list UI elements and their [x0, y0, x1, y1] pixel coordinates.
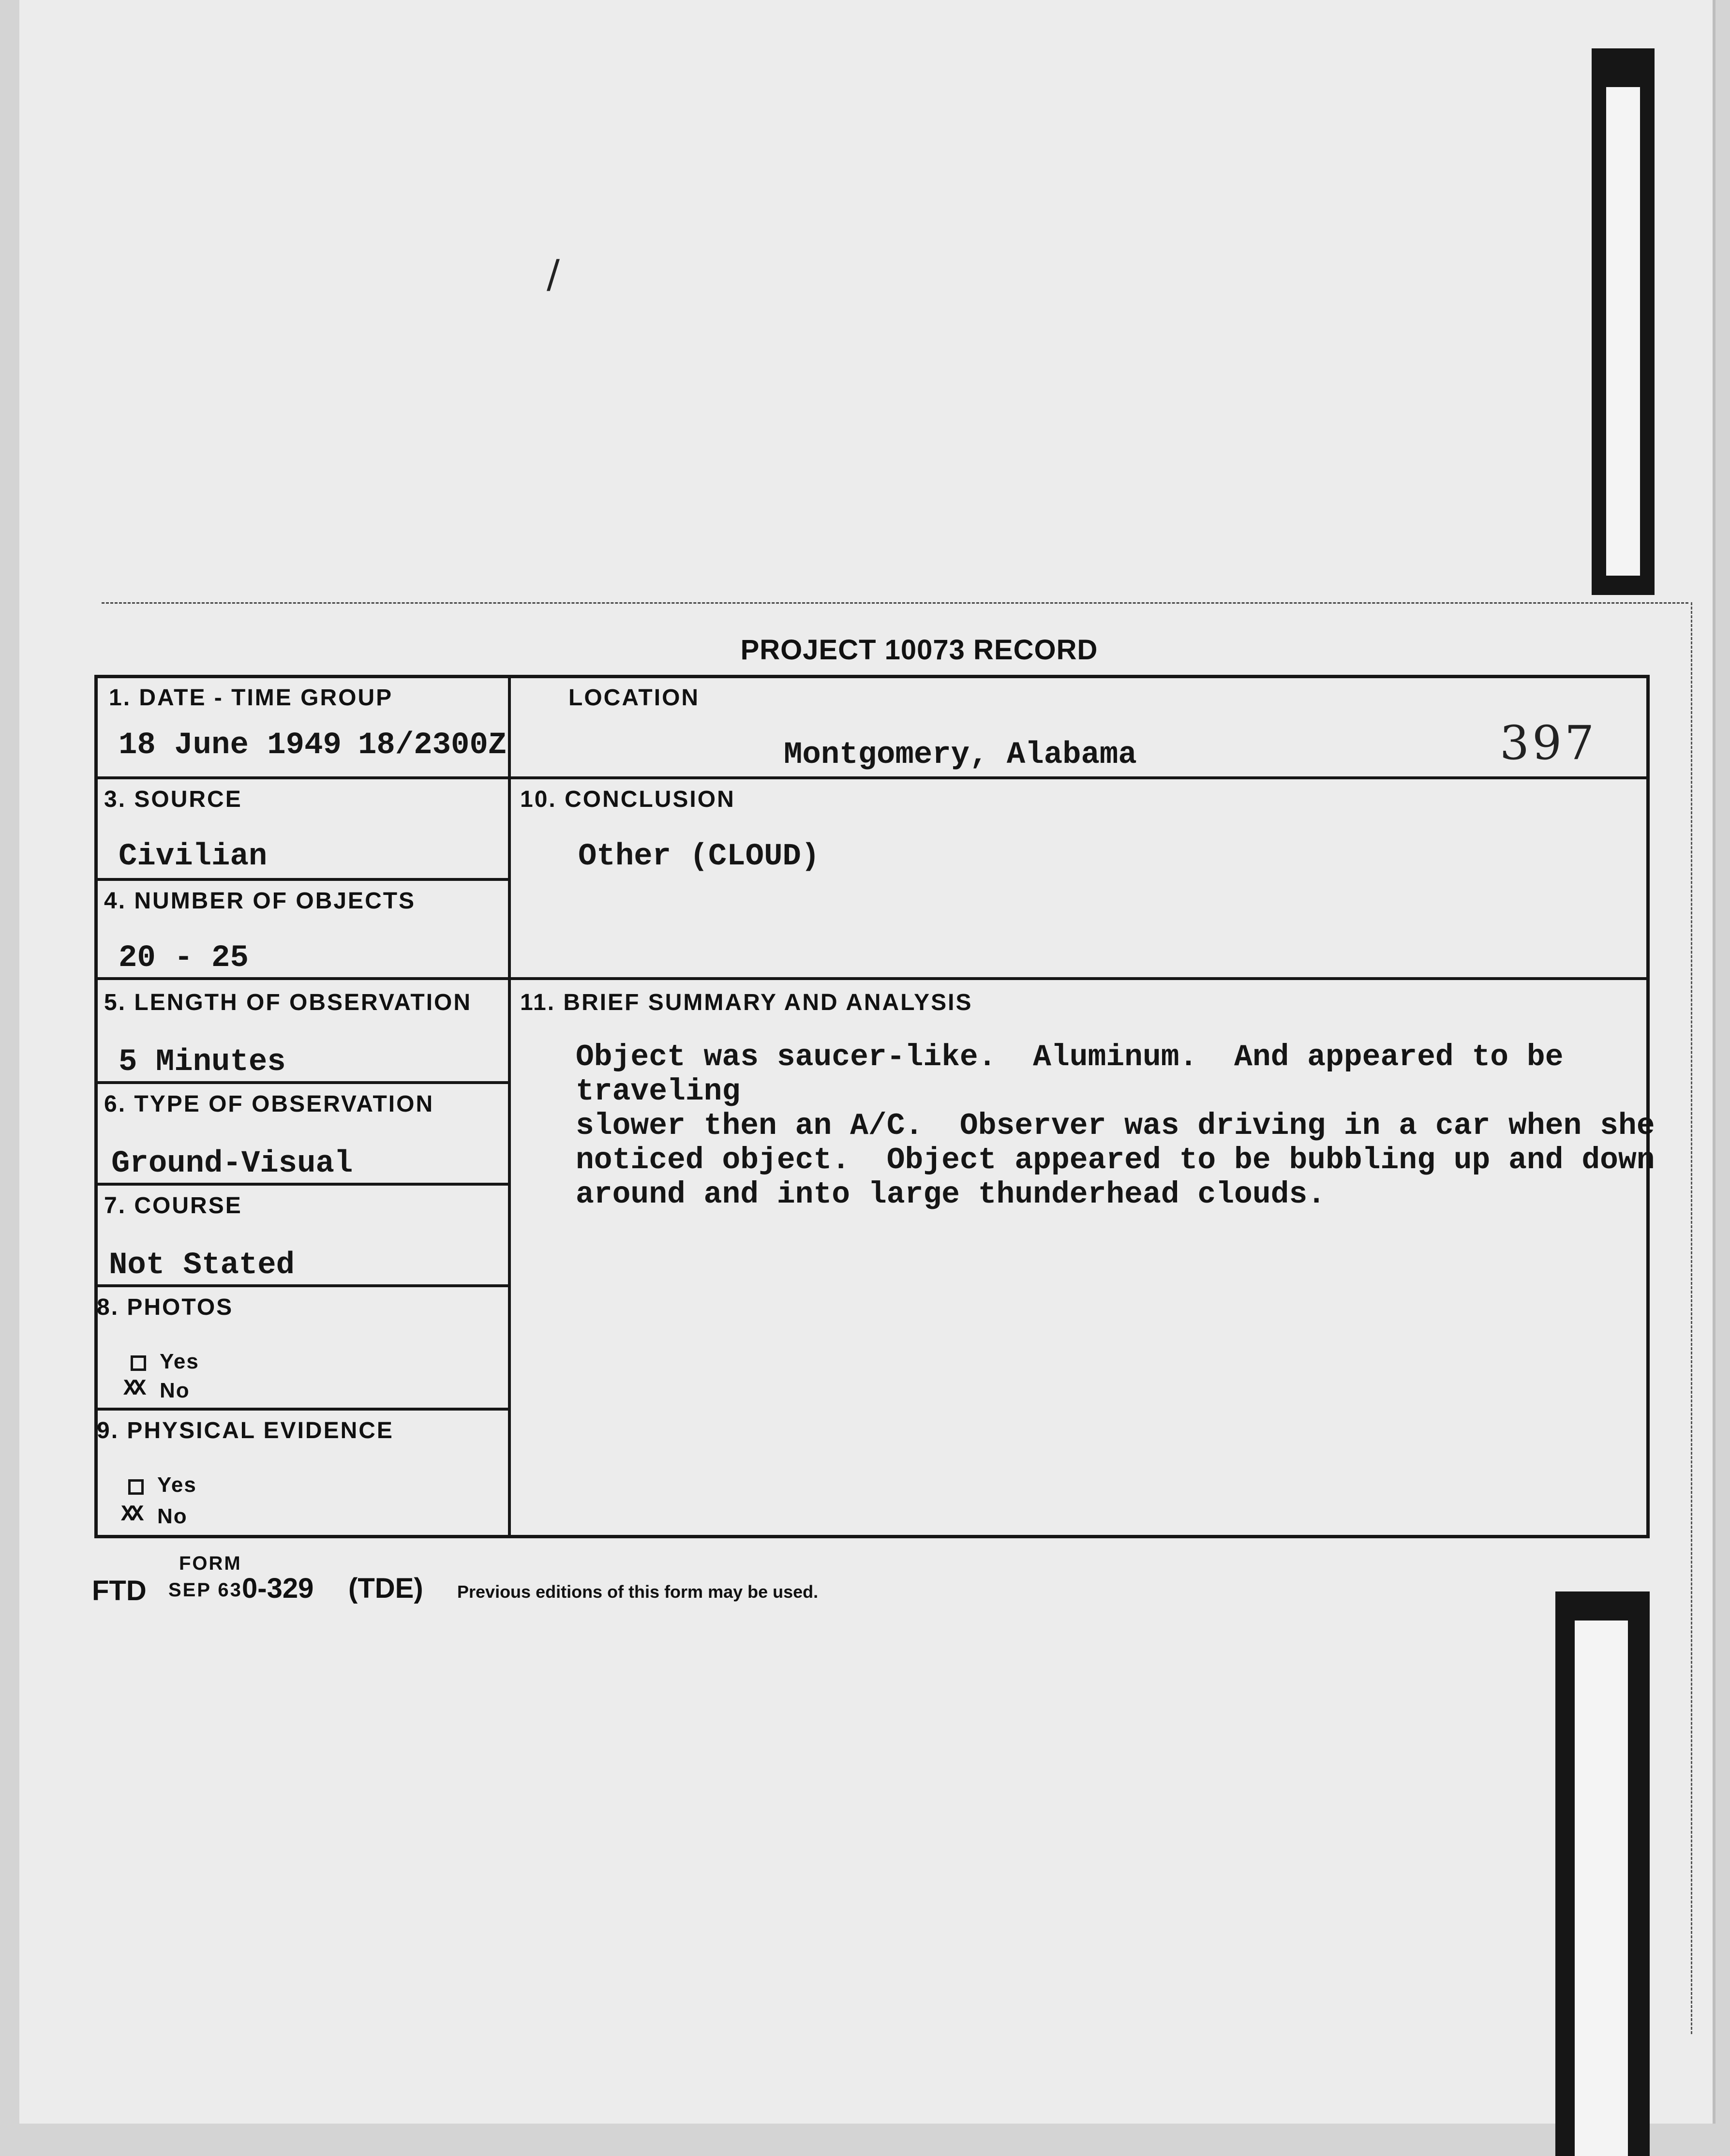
- document-page: [19, 0, 1715, 2124]
- photos-no-checkmark[interactable]: XX: [123, 1376, 143, 1401]
- footer-ftd: FTD: [92, 1575, 147, 1606]
- physical-evidence-no-checkmark[interactable]: XX: [121, 1502, 140, 1527]
- footer-note: Previous editions of this form may be used.: [457, 1582, 819, 1602]
- type-of-observation-value: Ground-Visual: [111, 1146, 353, 1181]
- summary-text: Object was saucer-like. Aluminum. And appeared to be traveling slower then an A/C. Observer was driving in a car when she noticed object. Object appeared to be bubbling up and down around and into large thunderhead clouds.: [576, 1040, 1655, 1212]
- fold-line: [102, 602, 1688, 604]
- location-value: Montgomery, Alabama: [784, 738, 1137, 773]
- number-of-objects-label: 4. NUMBER OF OBJECTS: [104, 888, 416, 914]
- source-value: Civilian: [119, 839, 268, 874]
- type-of-observation-label: 6. TYPE OF OBSERVATION: [104, 1091, 434, 1117]
- page-edge: [1691, 602, 1692, 2034]
- footer-form-number: 0-329: [242, 1573, 314, 1604]
- footer-tde: (TDE): [348, 1573, 423, 1604]
- binder-bar-bottom: [1555, 1591, 1650, 2156]
- location-label: LOCATION: [568, 685, 700, 711]
- stray-mark: /: [547, 252, 560, 297]
- photos-no-label: No: [160, 1379, 190, 1402]
- photos-label: 8. PHOTOS: [97, 1294, 234, 1320]
- footer-date-code: SEP 63: [168, 1579, 242, 1601]
- photos-yes-checkbox[interactable]: [131, 1355, 146, 1371]
- physical-evidence-no-label: No: [157, 1504, 188, 1528]
- physical-evidence-yes-checkbox[interactable]: [128, 1479, 144, 1495]
- physical-evidence-yes-label: Yes: [157, 1473, 197, 1497]
- binder-bar-top: [1592, 48, 1655, 595]
- course-value: Not Stated: [109, 1248, 295, 1283]
- conclusion-value: Other (CLOUD): [578, 839, 820, 874]
- photos-yes-label: Yes: [160, 1350, 199, 1373]
- date-time-group-label: 1. DATE - TIME GROUP: [109, 685, 393, 711]
- footer-form-word: FORM: [179, 1553, 242, 1574]
- length-of-observation-value: 5 Minutes: [119, 1045, 286, 1080]
- time-value: 18/2300Z: [358, 728, 507, 763]
- physical-evidence-label: 9. PHYSICAL EVIDENCE: [97, 1418, 394, 1443]
- handwritten-number: 397: [1500, 716, 1597, 770]
- date-value: 18 June 1949: [119, 728, 342, 763]
- summary-label: 11. BRIEF SUMMARY AND ANALYSIS: [520, 990, 973, 1015]
- number-of-objects-value: 20 - 25: [119, 941, 249, 976]
- course-label: 7. COURSE: [104, 1193, 242, 1219]
- source-label: 3. SOURCE: [104, 787, 242, 812]
- form-title: PROJECT 10073 RECORD: [740, 634, 1098, 666]
- length-of-observation-label: 5. LENGTH OF OBSERVATION: [104, 990, 472, 1015]
- conclusion-label: 10. CONCLUSION: [520, 787, 735, 812]
